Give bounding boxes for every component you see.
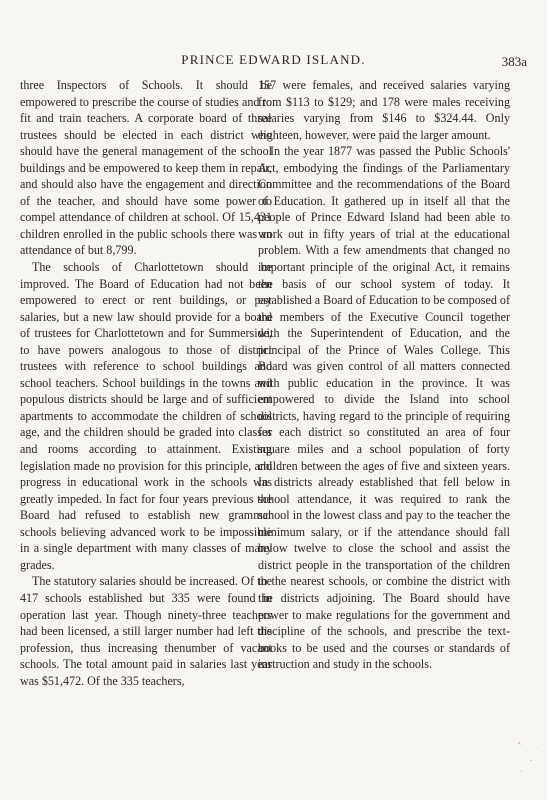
page-number: 383a xyxy=(501,54,527,69)
right-column xyxy=(258,77,510,673)
running-header-title: PRINCE EDWARD ISLAND. xyxy=(181,52,366,67)
paper-speck xyxy=(526,750,527,751)
left-column xyxy=(20,77,272,689)
paragraph: The statutory salaries should be increased. Of the 417 schools established but 335 were found in operation last year. Though ninety-three teachers had been licensed, a still larger number had left the profession, thus increasing thenumber of vacant schools. The total amount paid in salaries last year was $51,472. Of the 335 teachers, xyxy=(20,574,272,688)
paragraph: The schools of Charlottetown should be improved. The Board of Education had not been empowered to erect or rent buildings, or pay salaries, but a new law should provide for a board of trustees for Charlottetown and for Summerside, to have powers analogous to those of district trustees with reference to school buildings and school teachers. School buildings in the towns and populous districts should be large and of sufficient apartments to accommodate the children of school age, and the children should be graded into classes and rooms according to attainment. Existing legislation made no provision for this principle, and progress in educational work in the schools was greatly impeded. In fact for four years previous the Board had refused to establish new grammar schools believing advanced work to be impossible in a single department with many classes of many grades. xyxy=(20,260,272,572)
paper-speck xyxy=(537,748,538,749)
paragraph: 157 were females, and received salaries varying from $113 to $129; and 178 were males receiving salaries varying from $146 to $324.44. Only eighteen, however, were paid the larger amount. xyxy=(258,78,510,142)
paper-speck xyxy=(521,770,522,772)
paper-speck xyxy=(530,760,532,761)
paragraph: three Inspectors of Schools. It should be empowered to prescribe the course of studies and to fit and train teachers. A corporate board of three trustees should be elected in each district who should have the general management of the school buildings and be empowered to keep them in repair, and should also have the engagement and direction of the teacher, and should have some power to compel attendance of children at school. Of 15,431 children enrolled in the public schools there was an attendance of but 8,799. xyxy=(20,78,272,258)
paragraph: In the year 1877 was passed the Public Schools' Act, embodying the findings of the Parliamentary Committee and the recommendations of the Board of Education. It gathered up in itself all that the people of Prince Edward Island had been able to work out in fifty years of trial at the educational problem. With a few amendments that changed no important principle of the original Act, it remains the basis of our school system of today. It established a Board of Education to be composed of the members of the Executive Council together with the Superintendent of Education, and the principal of the Prince of Wales College. This Board was given control of all matters connected with public education in the province. It was empowered to divide the Island into school districts, having regard to the principle of requiring for each district so constituted an area of four square miles and a school population of forty children between the ages of five and sixteen years. In districts already established that fell below in school attendance, it was required to rank the school in the lowest class and pay to the teacher the minimum salary, or if the attendance should fall below twelve to close the school and assist the district people in the transportation of the children to the nearest schools, or combine the district with the districts adjoining. The Board should have power to make regulations for the government and discipline of the schools, and prescribe the text-books to be used and the courses or standards of instruction and study in the schools. xyxy=(258,144,510,672)
paper-speck xyxy=(518,742,520,744)
